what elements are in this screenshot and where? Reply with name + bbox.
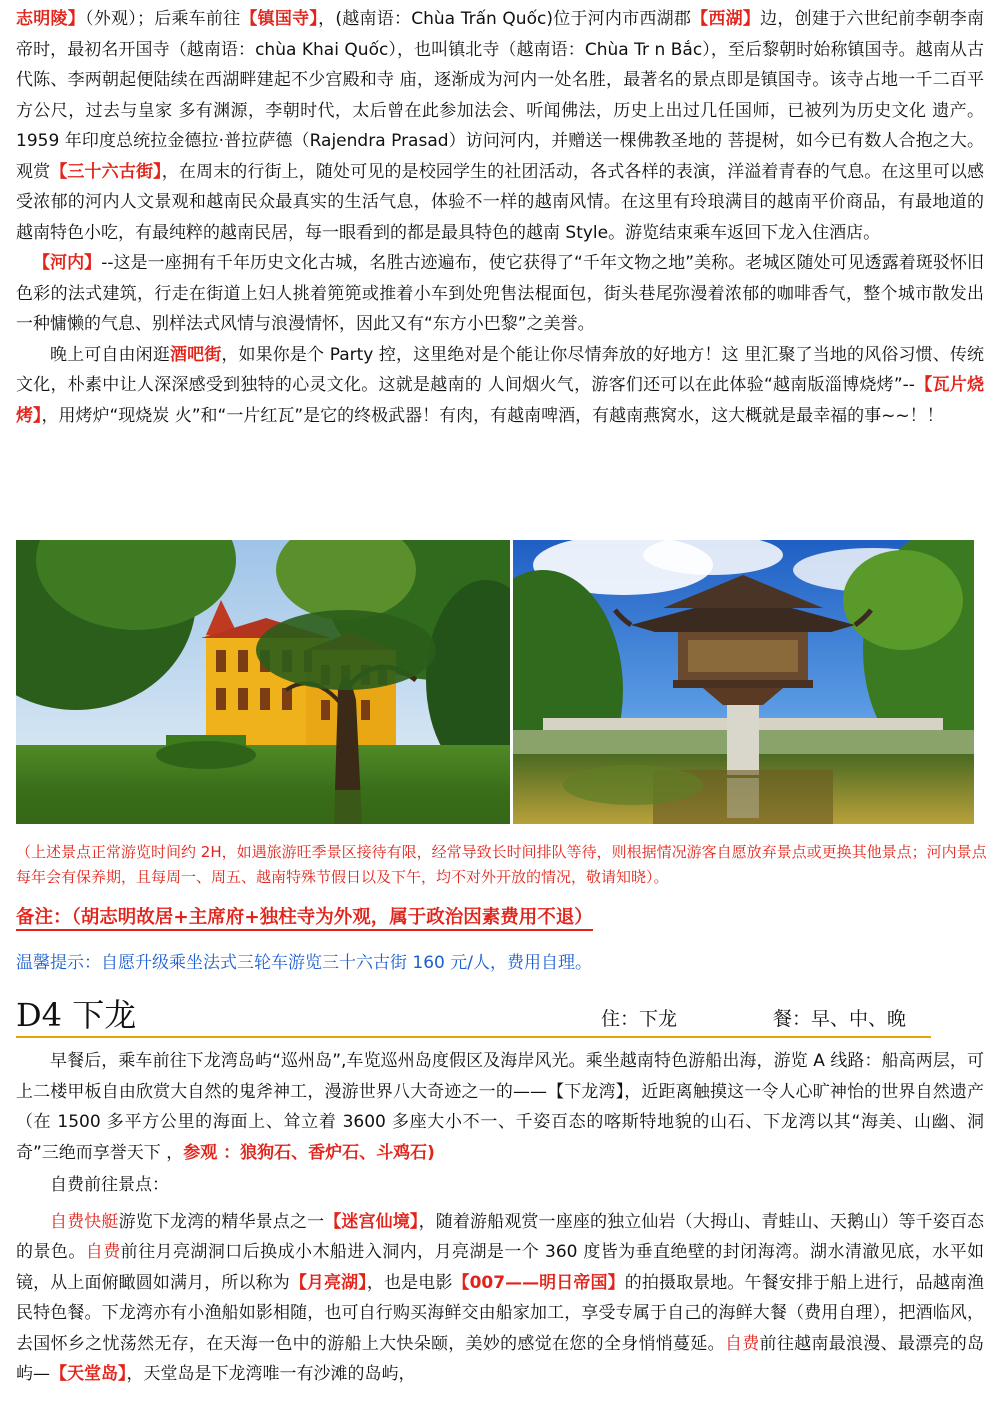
text-span: 早餐后，乘车前往下龙湾岛屿“巡州岛”,车览巡州岛度假区及海岸风光。乘坐越南特色游船出海，游览 A 线路：船高两层，可上二楼甲板自由欣赏大自然的鬼斧神工，漫游世界八大奇迹之一的——【下龙湾】，近距离触摸这一令人心旷神怡的世界自然遗产（在 1500 多平方公里的海面上、耸立着 3600 多座大小不一、千姿百态的喀斯特地貌的山石、下龙湾以其“海美、山幽、洞奇”三绝而享誉天下 ， — [16, 1051, 984, 1163]
text-span: 边，创建于六世纪前李朝李南帝时，最初名开国寺（越南语：chùa Khai Quốc），也叫镇北寺（越南语：Chùa Tr n Bắc），至后黎朝时始称镇国寺。越南从古代陈、李两朝起便陆续在西湖畔建起不少宫殿和寺 庙，逐渐成为河内一处名胜，最著名的景点即是镇国寺。该寺占地一千二百平方公尺，过去与皇家 多有渊源，李朝时代，太后曾在此参加法会、听闻佛法，历史上出过几任国师，已被列为历史文化 遗产。1959 年印度总统拉金德拉·普拉萨德（Rajendra Prasad）访问河内，并赠送一棵佛教圣地的 菩提树，如今已有数人合抱之大。观赏 — [16, 9, 985, 182]
day4-optional-heading: 自费前往景点： — [50, 1175, 169, 1195]
day-title: D4 下龙 — [16, 996, 137, 1034]
day4-paragraph-optional — [16, 1207, 984, 1390]
optional-label: 自费 — [724, 1333, 760, 1354]
attraction-36-streets: 【三十六古街】 — [50, 161, 162, 182]
day-meals: 餐：早、中、晚 — [773, 1008, 907, 1030]
text-span: （外观）；后乘车前往 — [84, 9, 241, 29]
text-span: ，也是电影 — [366, 1272, 453, 1293]
text-span: 前往月亮湖洞口后换成小木船进入洞内，月亮湖是一个 360 度皆为垂直绝壁的封闭海湾。湖水清澈见底，水平如镜，从上面俯瞰圆如满月，所以称为 — [16, 1242, 985, 1293]
presidential-palace-photo — [16, 540, 510, 824]
intro-section — [16, 4, 984, 431]
intro-paragraph-night — [16, 340, 984, 432]
text-span: ，用烤炉“现烧炭 火”和“一片红瓦”是它的终极武器！有肉，有越南啤酒，有越南燕窝水，这大概就是最幸福的事~~！！ — [41, 405, 944, 426]
day4-section — [16, 1046, 984, 1390]
text-span: ，在周末的行街上，随处可见的是校园学生的社团活动，各式各样的表演，洋溢着青春的气息。在这里可以感受浓郁的河内人文景观和越南民众最真实的生活气息，体验不一样的越南风情。在这里有玲琅满目的越南平价商品，有最地道的越南特色小吃，有最纯粹的越南民居，每一眼看到的都是最具特色的越南 Style。游览结束乘车返回下龙入住酒店。 — [16, 161, 985, 243]
attraction-tran-quoc-pagoda: 【镇国寺】 — [240, 9, 319, 29]
movie-tomorrow-never-dies: 【007——明日帝国】 — [452, 1272, 625, 1293]
day-accommodation: 住：下龙 — [601, 1008, 678, 1030]
optional-label: 自费 — [85, 1242, 121, 1262]
intro-paragraph-hanoi — [16, 248, 984, 340]
attraction-moon-lake: 【月亮湖】 — [289, 1272, 367, 1293]
attraction-rocks: 参观 ：狼狗石、香炉石、斗鸡石) — [183, 1142, 435, 1163]
day4-paragraph-halong — [16, 1046, 984, 1168]
day-header — [16, 996, 931, 1038]
text-span: 的拍摄取景地。午餐安排于船上进行，品越南渔民特色餐。下龙湾亦有小渔船如影相随，也可自行购买海鲜交由船家加工，享受专属于自己的海鲜大餐（费用自理），把酒临风，去国怀乡之忧荡然无存，在天海一色中的游船上大快朵颐，美妙的感觉在您的全身悄悄蔓延。 — [16, 1272, 985, 1354]
attraction-mausoleum: 志明陵】 — [16, 9, 85, 29]
attraction-hanoi: 【河内】 — [33, 253, 102, 273]
photo-strip — [16, 540, 974, 824]
remark-text: 备注：（胡志明故居+主席府+独柱寺为外观，属于政治因素费用不退） — [16, 907, 593, 931]
attraction-west-lake: 【西湖】 — [691, 9, 761, 29]
one-pillar-pagoda-photo — [513, 540, 974, 824]
text-span: ，天堂岛是下龙湾唯一有沙滩的岛屿， — [126, 1364, 416, 1384]
text-span: ，如果你是个 Party 控，这里绝对是个能让你尽情奔放的好地方！这 里汇聚了当地的风俗习惯、传统文化，朴素中让人深深感受到独特的心灵文化。这就是越南的 人间烟火气，游客们还可以在此体验“越南版淄博烧烤”-- — [16, 344, 984, 395]
intro-paragraph-temple — [16, 4, 984, 248]
text-span: --这是一座拥有千年历史文化古城，名胜古迹遍布，使它获得了“千年文物之地”美称。老城区随处可见透露着斑驳怀旧色彩的法式建筑，行走在街道上妇人挑着篼篼或推着小车到处兜售法棍面包，街头巷尾弥漫着浓郁的咖啡香气，整个城市散发出一种慵懒的气息、别样法式风情与浪漫情怀，因此又有“东方小巴黎”之美誉。 — [16, 253, 985, 334]
text-span: 游览下龙湾的精华景点之一 — [118, 1211, 325, 1232]
text-span: 前往越南最浪漫、最漂亮的岛屿— — [16, 1333, 985, 1384]
optional-speedboat: 自费快艇 — [50, 1211, 119, 1232]
attraction-maze-fairyland: 【迷宫仙境】 — [324, 1211, 419, 1232]
remark-note — [16, 903, 593, 929]
visiting-notice: （上述景点正常游览时间约 2H，如遇旅游旺季景区接待有限，经常导致长时间排队等待，则根据情况游客自愿放弃景点或更换其他景点；河内景点每年会有保养期，且每周一、周五、越南特殊节假日以及下午，均不对外开放的情况，敬请知晓）。 — [16, 843, 987, 886]
attraction-tile-bbq: 【瓦片烧烤】 — [16, 375, 984, 426]
attraction-bar-street: 酒吧街 — [169, 344, 222, 365]
text-span: 晚上可自由闲逛 — [50, 344, 170, 365]
text-span: ，(越南语：Chùa Trấn Quốc)位于河内市西湖郡 — [318, 9, 692, 29]
text-span: ，随着游船观赏一座座的独立仙岩（大拇山、青蛙山、天鹅山）等千姿百态的景色。 — [16, 1211, 985, 1262]
attraction-paradise-island: 【天堂岛】 — [50, 1364, 127, 1384]
warm-tip: 温馨提示：自愿升级乘坐法式三轮车游览三十六古街 160 元/人，费用自理。 — [16, 953, 592, 973]
